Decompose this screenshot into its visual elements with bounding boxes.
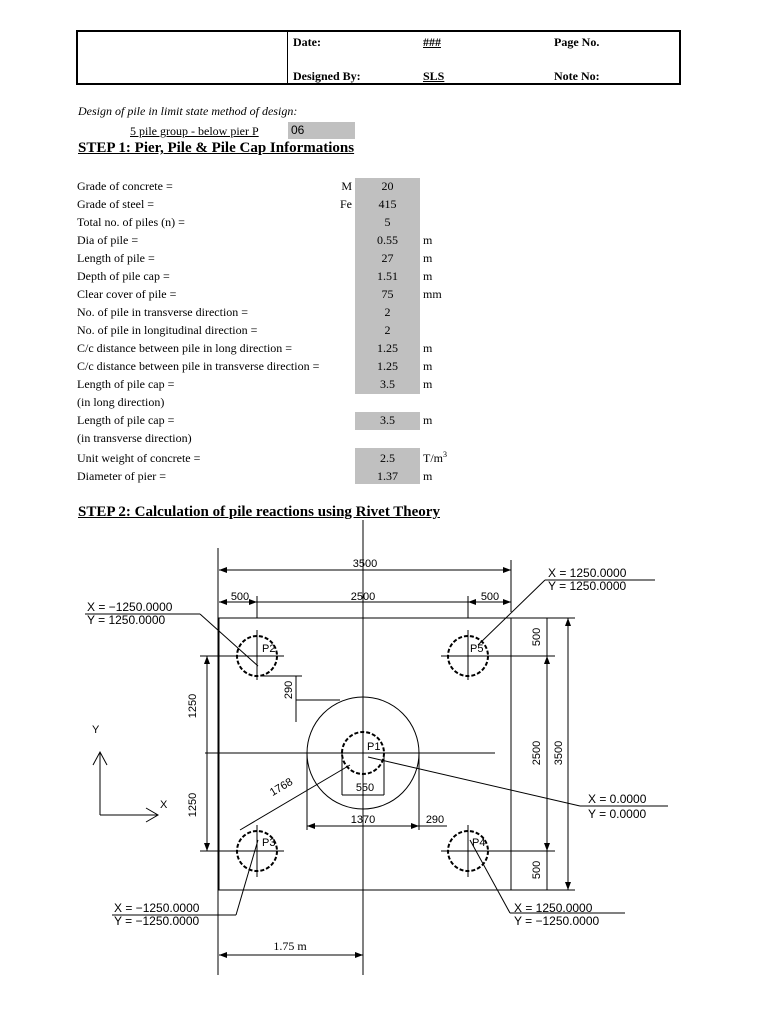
parameter-value[interactable]: 75 <box>381 287 394 301</box>
parameter-value[interactable]: 3.5 <box>380 413 395 427</box>
pile-p4-label: P4 <box>472 837 486 849</box>
p2-x-coord: X = −1250.0000 <box>87 600 173 614</box>
axis-x-label: X <box>160 799 168 811</box>
dim-total-top: 3500 <box>352 558 378 570</box>
parameter-prefix: M <box>341 179 352 193</box>
parameter-value[interactable]: 3.5 <box>380 377 395 391</box>
axis-y-label: Y <box>92 724 100 736</box>
designed-by-value: SLS <box>423 69 445 83</box>
note-no-label: Note No: <box>554 69 600 83</box>
parameter-value[interactable]: 2.5 <box>380 451 395 465</box>
parameter-unit: m <box>423 413 433 427</box>
parameter-label: (in transverse direction) <box>77 431 192 445</box>
p4-x-coord: X = 1250.0000 <box>514 901 593 915</box>
dim-diagonal: 1768 <box>267 775 296 799</box>
parameter-value[interactable]: 2 <box>384 323 391 337</box>
dim-290-right: 290 <box>425 814 445 826</box>
step2-title: STEP 2: Calculation of pile reactions using Rivet Theory <box>78 504 440 520</box>
parameter-value[interactable]: 20 <box>381 179 394 193</box>
parameter-unit: m <box>423 359 433 373</box>
pile-p3-label: P3 <box>262 837 276 849</box>
parameter-label: No. of pile in longitudinal direction = <box>77 323 258 337</box>
pile-group-text: pile group - below pier P <box>136 124 259 138</box>
parameter-value[interactable]: 1.37 <box>377 469 398 483</box>
dim-edge-left: 500 <box>230 591 250 603</box>
parameter-unit: m <box>423 341 433 355</box>
dim-mid-top: 2500 <box>350 591 376 603</box>
dim-left-lower: 1250 <box>187 792 199 818</box>
designed-by-label: Designed By: <box>293 69 361 83</box>
p5-x-coord: X = 1250.0000 <box>548 566 627 580</box>
parameter-unit: m <box>423 469 433 483</box>
parameter-label: C/c distance between pile in long direction = <box>77 341 293 355</box>
parameter-unit: m <box>423 233 433 247</box>
dim-right-mid: 2500 <box>531 740 543 766</box>
p5-y-coord: Y = 1250.0000 <box>548 579 627 593</box>
intro-text: Design of pile in limit state method of design: <box>78 104 298 118</box>
parameter-value[interactable]: 0.55 <box>377 233 398 247</box>
pile-cap-outline <box>219 618 511 890</box>
parameter-label: Clear cover of pile = <box>77 287 177 301</box>
parameter-value[interactable]: 27 <box>381 251 394 265</box>
parameter-unit: m <box>423 251 433 265</box>
parameter-value[interactable]: 1.51 <box>377 269 398 283</box>
dim-left-upper: 1250 <box>187 693 199 719</box>
parameter-label: Dia of pile = <box>77 233 139 247</box>
dim-pier-dia: 1370 <box>350 814 376 826</box>
pile-count: 5 <box>130 124 136 138</box>
p2-y-coord: Y = 1250.0000 <box>87 613 166 627</box>
parameter-label: Unit weight of concrete = <box>77 451 201 465</box>
parameter-label: No. of pile in transverse direction = <box>77 305 249 319</box>
parameter-unit: m <box>423 377 433 391</box>
parameter-label: (in long direction) <box>77 395 165 409</box>
parameter-label: Grade of concrete = <box>77 179 173 193</box>
unit-superscript: 3 <box>443 450 447 459</box>
parameter-label: Length of pile cap = <box>77 413 175 427</box>
parameter-value[interactable]: 1.25 <box>377 359 398 373</box>
parameter-unit: T/m <box>423 451 443 465</box>
dim-right-bottom: 500 <box>531 860 543 880</box>
dim-edge-right: 500 <box>480 591 500 603</box>
page-no-label: Page No. <box>554 35 600 49</box>
dim-right-top: 500 <box>531 627 543 647</box>
p3-x-coord: X = −1250.0000 <box>114 901 200 915</box>
p1-y-coord: Y = 0.0000 <box>588 807 647 821</box>
dim-290-left: 290 <box>283 680 295 700</box>
dim-bottom: 1.75 m <box>273 939 307 953</box>
parameter-label: Depth of pile cap = <box>77 269 170 283</box>
p4-y-coord: Y = −1250.0000 <box>514 914 600 928</box>
parameter-value[interactable]: 1.25 <box>377 341 398 355</box>
dim-right-total: 3500 <box>553 740 565 766</box>
parameter-label: Length of pile = <box>77 251 155 265</box>
parameter-label: Diameter of pier = <box>77 469 167 483</box>
parameter-label: Length of pile cap = <box>77 377 175 391</box>
p1-x-coord: X = 0.0000 <box>588 792 647 806</box>
parameter-prefix: Fe <box>340 197 352 211</box>
pile-p2-label: P2 <box>262 643 276 655</box>
parameter-value[interactable]: 5 <box>384 215 391 229</box>
parameter-label: Grade of steel = <box>77 197 155 211</box>
parameter-label: Total no. of piles (n) = <box>77 215 185 229</box>
parameter-value[interactable]: 415 <box>378 197 397 211</box>
parameter-label: C/c distance between pile in transverse direction = <box>77 359 320 373</box>
parameter-value[interactable]: 2 <box>384 305 391 319</box>
pile-p1-label: P1 <box>367 741 381 753</box>
parameter-unit: mm <box>423 287 442 301</box>
dim-pile-dia: 550 <box>355 782 375 794</box>
p3-y-coord: Y = −1250.0000 <box>114 914 200 928</box>
pier-number-field[interactable]: 06 <box>288 122 355 139</box>
step1-title: STEP 1: Pier, Pile & Pile Cap Informations <box>78 140 355 156</box>
pile-p5-label: P5 <box>470 643 484 655</box>
parameter-unit: m <box>423 269 433 283</box>
date-label: Date: <box>293 35 321 49</box>
date-value: ### <box>423 35 441 49</box>
